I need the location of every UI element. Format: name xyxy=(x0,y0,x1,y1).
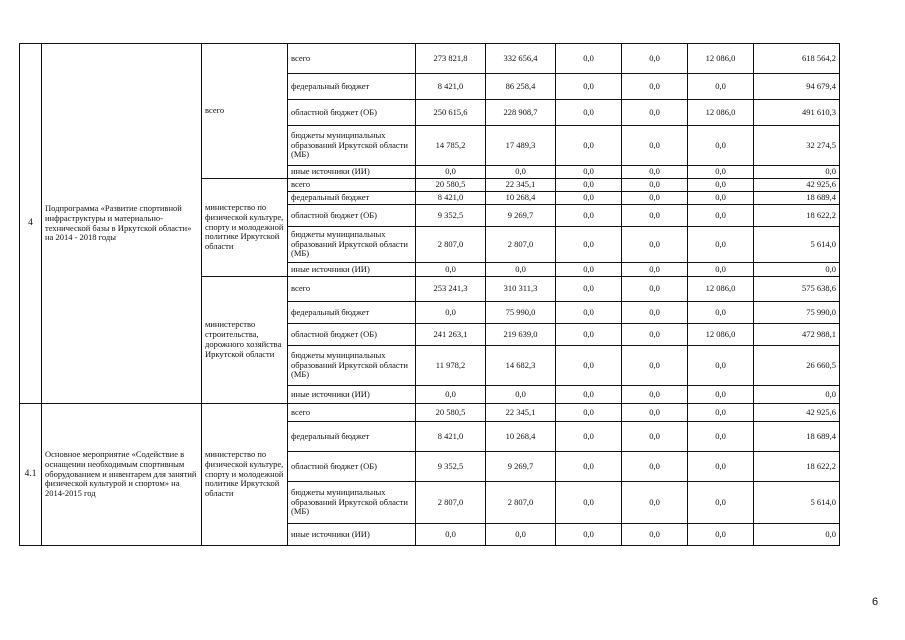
value-cell: 0,0 xyxy=(416,302,486,324)
value-cell: 0,0 xyxy=(556,302,622,324)
value-cell: 17 489,3 xyxy=(486,126,556,166)
program-name: Основное мероприятие «Содействие в оснащении необходимым спортивным оборудованием и инвентарем для занятий физической культурой и спортом» на 2014-2015 год xyxy=(42,404,202,546)
value-cell: 0,0 xyxy=(688,205,754,227)
value-cell: 0,0 xyxy=(688,346,754,386)
executor-name: всего xyxy=(202,44,288,179)
funding-source: бюджеты муниципальных образований Иркутской области (МБ) xyxy=(288,227,416,263)
value-cell: 0,0 xyxy=(688,126,754,166)
value-cell: 0,0 xyxy=(688,302,754,324)
value-cell: 0,0 xyxy=(688,422,754,452)
row-code: 4.1 xyxy=(20,404,42,546)
value-cell: 0,0 xyxy=(556,227,622,263)
value-cell: 0,0 xyxy=(622,227,688,263)
value-cell: 0,0 xyxy=(556,482,622,524)
value-cell: 0,0 xyxy=(622,404,688,422)
value-cell: 0,0 xyxy=(556,452,622,482)
funding-source: иные источники (ИИ) xyxy=(288,263,416,277)
total-cell: 0,0 xyxy=(754,524,840,546)
total-cell: 18 689,4 xyxy=(754,192,840,205)
value-cell: 8 421,0 xyxy=(416,192,486,205)
table-row xyxy=(20,404,840,422)
value-cell: 22 345,1 xyxy=(486,404,556,422)
funding-source: бюджеты муниципальных образований Иркутской области (МБ) xyxy=(288,346,416,386)
value-cell: 250 615,6 xyxy=(416,100,486,126)
value-cell: 0,0 xyxy=(556,179,622,192)
value-cell: 0,0 xyxy=(416,524,486,546)
funding-source: иные источники (ИИ) xyxy=(288,386,416,404)
funding-source: областной бюджет (ОБ) xyxy=(288,100,416,126)
funding-source: бюджеты муниципальных образований Иркутской области (МБ) xyxy=(288,482,416,524)
value-cell: 0,0 xyxy=(556,192,622,205)
total-cell: 18 689,4 xyxy=(754,422,840,452)
value-cell: 0,0 xyxy=(556,263,622,277)
row-code: 4 xyxy=(20,44,42,404)
total-cell: 618 564,2 xyxy=(754,44,840,74)
total-cell: 491 610,3 xyxy=(754,100,840,126)
total-cell: 94 679,4 xyxy=(754,74,840,100)
value-cell: 2 807,0 xyxy=(486,227,556,263)
value-cell: 0,0 xyxy=(622,386,688,404)
value-cell: 241 263,1 xyxy=(416,324,486,346)
value-cell: 11 978,2 xyxy=(416,346,486,386)
value-cell: 0,0 xyxy=(486,263,556,277)
executor-name: министерство строительства, дорожного хозяйства Иркутской области xyxy=(202,277,288,404)
value-cell: 0,0 xyxy=(688,386,754,404)
total-cell: 18 622,2 xyxy=(754,452,840,482)
value-cell: 12 086,0 xyxy=(688,44,754,74)
value-cell: 9 269,7 xyxy=(486,205,556,227)
value-cell: 0,0 xyxy=(622,302,688,324)
value-cell: 22 345,1 xyxy=(486,179,556,192)
total-cell: 472 988,1 xyxy=(754,324,840,346)
value-cell: 14 682,3 xyxy=(486,346,556,386)
funding-source: бюджеты муниципальных образований Иркутской области (МБ) xyxy=(288,126,416,166)
funding-source: областной бюджет (ОБ) xyxy=(288,452,416,482)
value-cell: 0,0 xyxy=(622,524,688,546)
funding-source: федеральный бюджет xyxy=(288,74,416,100)
total-cell: 5 614,0 xyxy=(754,227,840,263)
value-cell: 2 807,0 xyxy=(486,482,556,524)
value-cell: 0,0 xyxy=(556,126,622,166)
value-cell: 20 580,5 xyxy=(416,404,486,422)
value-cell: 0,0 xyxy=(556,205,622,227)
value-cell: 10 268,4 xyxy=(486,422,556,452)
value-cell: 0,0 xyxy=(688,524,754,546)
value-cell: 12 086,0 xyxy=(688,100,754,126)
executor-name: министерство по физической культуре, спорту и молодежной политике Иркутской области xyxy=(202,179,288,277)
page-number: 6 xyxy=(872,596,879,608)
value-cell: 0,0 xyxy=(622,324,688,346)
value-cell: 2 807,0 xyxy=(416,482,486,524)
funding-source: федеральный бюджет xyxy=(288,302,416,324)
value-cell: 0,0 xyxy=(688,263,754,277)
funding-source: всего xyxy=(288,404,416,422)
value-cell: 20 580,5 xyxy=(416,179,486,192)
value-cell: 0,0 xyxy=(556,74,622,100)
value-cell: 0,0 xyxy=(688,404,754,422)
funding-source: иные источники (ИИ) xyxy=(288,524,416,546)
value-cell: 0,0 xyxy=(622,422,688,452)
value-cell: 0,0 xyxy=(556,166,622,179)
value-cell: 0,0 xyxy=(622,74,688,100)
total-cell: 26 660,5 xyxy=(754,346,840,386)
value-cell: 0,0 xyxy=(622,179,688,192)
total-cell: 0,0 xyxy=(754,386,840,404)
program-name: Подпрограмма «Развитие спортивной инфраструктуры и материально- технической базы в Иркутской области» на 2014 - 2018 годы xyxy=(42,44,202,404)
value-cell: 9 352,5 xyxy=(416,205,486,227)
value-cell: 0,0 xyxy=(688,452,754,482)
value-cell: 219 639,0 xyxy=(486,324,556,346)
table-row xyxy=(20,44,840,74)
value-cell: 0,0 xyxy=(622,100,688,126)
total-cell: 75 990,0 xyxy=(754,302,840,324)
value-cell: 0,0 xyxy=(622,126,688,166)
executor-name: министерство по физической культуре, спорту и молодежной политике Иркутской области xyxy=(202,404,288,546)
total-cell: 42 925,6 xyxy=(754,179,840,192)
total-cell: 0,0 xyxy=(754,166,840,179)
value-cell: 2 807,0 xyxy=(416,227,486,263)
value-cell: 0,0 xyxy=(556,346,622,386)
value-cell: 12 086,0 xyxy=(688,277,754,302)
funding-source: иные источники (ИИ) xyxy=(288,166,416,179)
value-cell: 75 990,0 xyxy=(486,302,556,324)
value-cell: 0,0 xyxy=(622,346,688,386)
value-cell: 0,0 xyxy=(688,166,754,179)
value-cell: 332 656,4 xyxy=(486,44,556,74)
value-cell: 9 352,5 xyxy=(416,452,486,482)
value-cell: 8 421,0 xyxy=(416,74,486,100)
total-cell: 32 274,5 xyxy=(754,126,840,166)
total-cell: 575 638,6 xyxy=(754,277,840,302)
value-cell: 0,0 xyxy=(688,179,754,192)
value-cell: 86 258,4 xyxy=(486,74,556,100)
total-cell: 0,0 xyxy=(754,263,840,277)
value-cell: 0,0 xyxy=(622,192,688,205)
value-cell: 0,0 xyxy=(556,422,622,452)
value-cell: 0,0 xyxy=(486,524,556,546)
funding-source: всего xyxy=(288,179,416,192)
value-cell: 8 421,0 xyxy=(416,422,486,452)
value-cell: 228 908,7 xyxy=(486,100,556,126)
value-cell: 0,0 xyxy=(688,74,754,100)
value-cell: 0,0 xyxy=(622,452,688,482)
value-cell: 0,0 xyxy=(486,386,556,404)
budget-table-body xyxy=(20,44,840,546)
funding-source: всего xyxy=(288,277,416,302)
value-cell: 0,0 xyxy=(556,386,622,404)
value-cell: 0,0 xyxy=(622,263,688,277)
budget-table xyxy=(19,43,840,546)
value-cell: 0,0 xyxy=(486,166,556,179)
value-cell: 9 269,7 xyxy=(486,452,556,482)
value-cell: 10 268,4 xyxy=(486,192,556,205)
value-cell: 0,0 xyxy=(556,324,622,346)
funding-source: областной бюджет (ОБ) xyxy=(288,205,416,227)
value-cell: 14 785,2 xyxy=(416,126,486,166)
value-cell: 273 821,8 xyxy=(416,44,486,74)
value-cell: 0,0 xyxy=(556,44,622,74)
funding-source: федеральный бюджет xyxy=(288,192,416,205)
funding-source: областной бюджет (ОБ) xyxy=(288,324,416,346)
value-cell: 0,0 xyxy=(416,386,486,404)
value-cell: 253 241,3 xyxy=(416,277,486,302)
value-cell: 310 311,3 xyxy=(486,277,556,302)
total-cell: 42 925,6 xyxy=(754,404,840,422)
funding-source: федеральный бюджет xyxy=(288,422,416,452)
value-cell: 0,0 xyxy=(416,166,486,179)
value-cell: 0,0 xyxy=(622,44,688,74)
value-cell: 0,0 xyxy=(556,100,622,126)
value-cell: 0,0 xyxy=(556,404,622,422)
value-cell: 0,0 xyxy=(556,524,622,546)
total-cell: 5 614,0 xyxy=(754,482,840,524)
funding-source: всего xyxy=(288,44,416,74)
value-cell: 0,0 xyxy=(622,205,688,227)
value-cell: 0,0 xyxy=(416,263,486,277)
value-cell: 0,0 xyxy=(688,227,754,263)
value-cell: 0,0 xyxy=(622,482,688,524)
value-cell: 0,0 xyxy=(688,192,754,205)
value-cell: 0,0 xyxy=(688,482,754,524)
total-cell: 18 622,2 xyxy=(754,205,840,227)
value-cell: 0,0 xyxy=(622,166,688,179)
value-cell: 12 086,0 xyxy=(688,324,754,346)
value-cell: 0,0 xyxy=(556,277,622,302)
value-cell: 0,0 xyxy=(622,277,688,302)
